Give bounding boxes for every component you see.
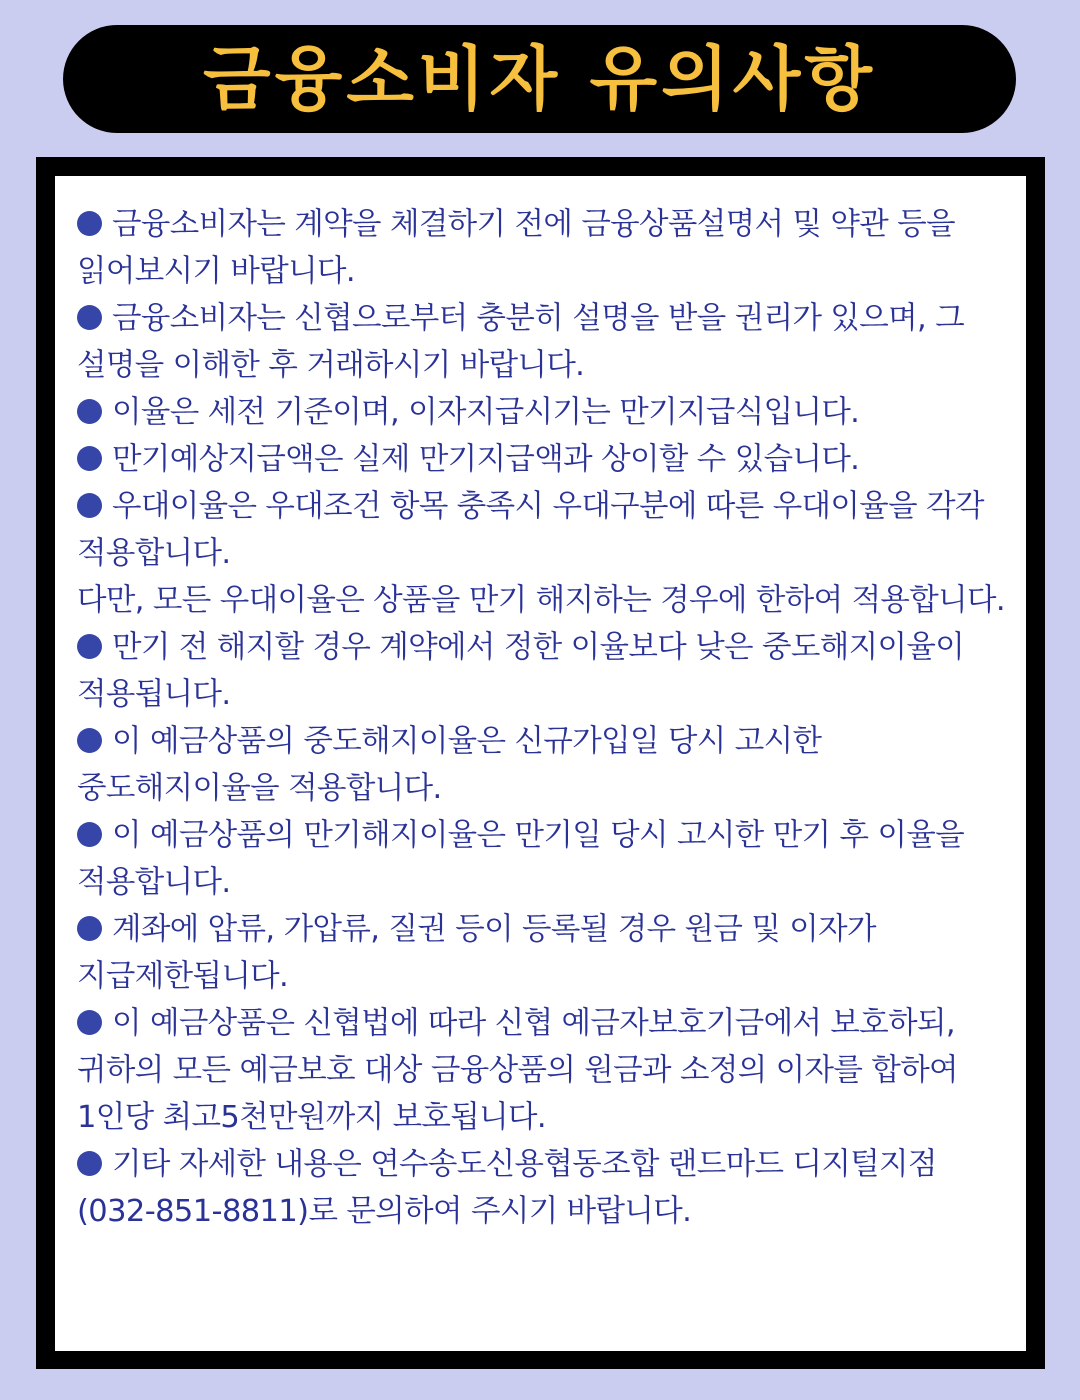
bullet-icon xyxy=(77,1151,102,1176)
notice-text: 이 예금상품은 신협법에 따라 신협 예금자보호기금에서 보호하되, 귀하의 모든 예금보호 대상 금융상품의 원금과 소정의 이자를 합하여 1인당 최고5천만원까지 보호됩니다. xyxy=(77,1006,958,1135)
bullet-icon xyxy=(77,822,102,847)
notice-text: 다만, 모든 우대이율은 상품을 만기 해지하는 경우에 한하여 적용합니다. xyxy=(77,583,1005,618)
notice-item xyxy=(77,201,1007,295)
bullet-icon xyxy=(77,634,102,659)
notice-text: 만기예상지급액은 실제 만기지급액과 상이할 수 있습니다. xyxy=(112,442,860,477)
notice-item xyxy=(77,295,1007,389)
notice-text: 금융소비자는 신협으로부터 충분히 설명을 받을 권리가 있으며, 그 설명을 이해한 후 거래하시기 바랍니다. xyxy=(77,301,965,383)
notice-item xyxy=(77,812,1007,906)
notice-text: 금융소비자는 계약을 체결하기 전에 금융상품설명서 및 약관 등을 읽어보시기 바랍니다. xyxy=(77,207,955,289)
bullet-icon xyxy=(77,446,102,471)
notice-text: 우대이율은 우대조건 항목 충족시 우대구분에 따른 우대이율을 각각 적용합니다. xyxy=(77,489,984,571)
notice-item xyxy=(77,436,1007,483)
notice-text: 이 예금상품의 중도해지이율은 신규가입일 당시 고시한 중도해지이율을 적용합니다. xyxy=(77,724,822,806)
notice-text: 이율은 세전 기준이며, 이자지급시기는 만기지급식입니다. xyxy=(112,395,860,430)
notice-item xyxy=(77,577,1007,624)
bullet-icon xyxy=(77,305,102,330)
notice-text: 계좌에 압류, 가압류, 질권 등이 등록될 경우 원금 및 이자가 지급제한됩니다. xyxy=(77,912,876,994)
bullet-icon xyxy=(77,916,102,941)
notice-text: 만기 전 해지할 경우 계약에서 정한 이율보다 낮은 중도해지이율이 적용됩니다. xyxy=(77,630,965,712)
notice-item xyxy=(77,483,1007,577)
notice-panel xyxy=(55,176,1026,1351)
notice-item xyxy=(77,718,1007,812)
bullet-icon xyxy=(77,493,102,518)
bullet-icon xyxy=(77,399,102,424)
title-banner xyxy=(63,25,1016,133)
notice-item xyxy=(77,624,1007,718)
notice-frame xyxy=(36,157,1045,1369)
notice-item xyxy=(77,906,1007,1000)
page-title: 금융소비자 유의사항 xyxy=(203,38,876,120)
notice-text: 기타 자세한 내용은 연수송도신용협동조합 랜드마드 디지털지점(032-851-8811)로 문의하여 주시기 바랍니다. xyxy=(77,1147,937,1229)
notice-item xyxy=(77,389,1007,436)
notice-list xyxy=(77,201,1007,1235)
bullet-icon xyxy=(77,1010,102,1035)
notice-item xyxy=(77,1141,1007,1235)
notice-text: 이 예금상품의 만기해지이율은 만기일 당시 고시한 만기 후 이율을 적용합니다. xyxy=(77,818,965,900)
notice-item xyxy=(77,1000,1007,1141)
bullet-icon xyxy=(77,211,102,236)
bullet-icon xyxy=(77,728,102,753)
